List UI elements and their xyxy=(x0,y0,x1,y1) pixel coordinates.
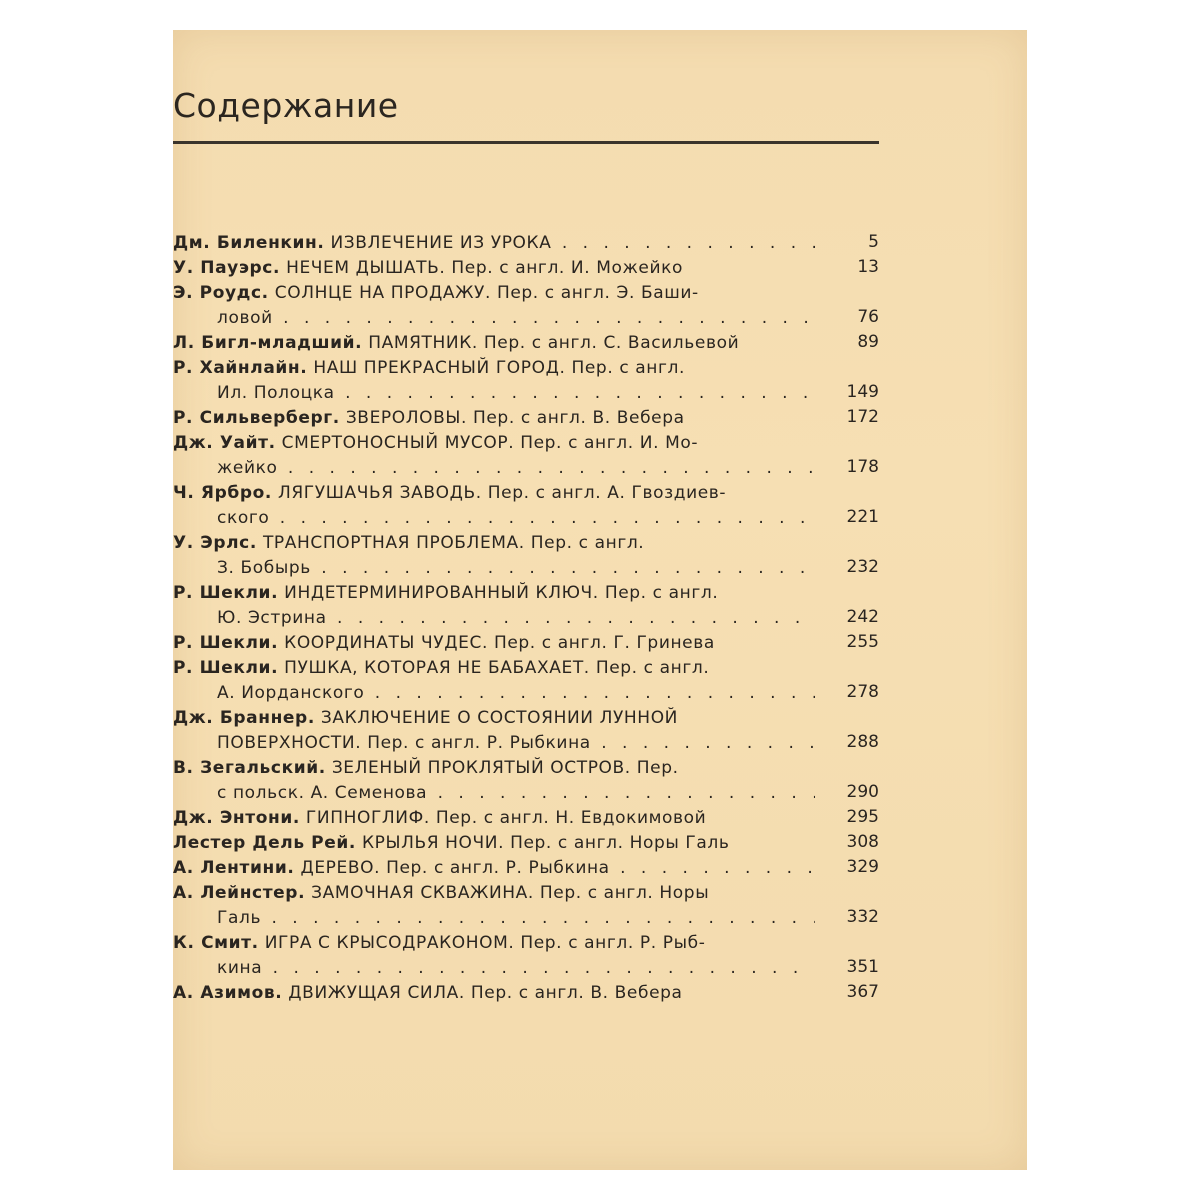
toc-title-text: ТРАНСПОРТНАЯ ПРОБЛЕМА. Пер. с англ. xyxy=(262,533,645,553)
toc-author: К. Смит. xyxy=(173,933,259,953)
toc-entry xyxy=(173,631,879,656)
table-of-contents xyxy=(173,231,879,1006)
toc-entry-line xyxy=(173,581,815,606)
toc-entry-line xyxy=(173,281,815,306)
toc-entry xyxy=(173,856,879,881)
toc-title-text: кина xyxy=(217,958,263,978)
toc-entry-line xyxy=(173,956,815,981)
toc-title-text: с польск. А. Семенова xyxy=(217,783,428,803)
toc-entry xyxy=(173,706,879,756)
toc-title-text: ПУШКА, КОТОРАЯ НЕ БАБАХАЕТ. Пер. с англ. xyxy=(284,658,710,678)
toc-entry-line xyxy=(173,556,815,581)
toc-entry xyxy=(173,356,879,406)
toc-author: У. Эрлс. xyxy=(173,533,257,553)
toc-page-number: 178 xyxy=(846,457,879,477)
toc-entry-line xyxy=(173,356,815,381)
toc-entry xyxy=(173,831,879,856)
toc-entry xyxy=(173,406,879,431)
toc-entry-line xyxy=(173,706,815,731)
toc-title-text: КРЫЛЬЯ НОЧИ. Пер. с англ. Норы Галь xyxy=(361,833,730,853)
toc-entry-line xyxy=(173,681,815,706)
toc-page-number: 89 xyxy=(857,332,879,352)
toc-title-text: НАШ ПРЕКРАСНЫЙ ГОРОД. Пер. с англ. xyxy=(313,358,686,378)
toc-entry-line xyxy=(173,831,815,856)
toc-title-text: ДЕРЕВО. Пер. с англ. Р. Рыбкина xyxy=(300,858,610,878)
toc-author: А. Азимов. xyxy=(173,983,283,1003)
toc-title-text: Галь xyxy=(217,908,262,928)
toc-entry-line xyxy=(173,806,815,831)
toc-entry-line xyxy=(173,431,815,456)
toc-author: Дж. Браннер. xyxy=(173,708,315,728)
toc-author: Р. Хайнлайн. xyxy=(173,358,308,378)
toc-page-number: 332 xyxy=(846,907,879,927)
toc-author: А. Лейнстер. xyxy=(173,883,306,903)
toc-title-text: Ил. Полоцка xyxy=(217,383,335,403)
toc-entry-line xyxy=(173,631,815,656)
toc-page-number: 288 xyxy=(846,732,879,752)
toc-entry xyxy=(173,931,879,981)
toc-entry-line xyxy=(173,981,815,1006)
toc-author: Р. Шекли. xyxy=(173,583,279,603)
toc-title-text: ЗЕЛЕНЫЙ ПРОКЛЯТЫЙ ОСТРОВ. Пер. xyxy=(331,758,679,778)
library-stamp xyxy=(745,34,820,109)
toc-entry-line xyxy=(173,756,815,781)
page-title: Содержание xyxy=(173,86,399,125)
toc-title-text: З. Бобырь xyxy=(217,558,311,578)
toc-author: У. Пауэрс. xyxy=(173,258,281,278)
toc-title-text: СМЕРТОНОСНЫЙ МУСОР. Пер. с англ. И. Мо- xyxy=(281,433,699,453)
toc-title-text: ЗАМОЧНАЯ СКВАЖИНА. Пер. с англ. Норы xyxy=(311,883,710,903)
toc-author: В. Зегальский. xyxy=(173,758,326,778)
toc-author: Э. Роудс. xyxy=(173,283,269,303)
title-divider xyxy=(173,141,879,144)
toc-title-text: ИНДЕТЕРМИНИРОВАННЫЙ КЛЮЧ. Пер. с англ. xyxy=(284,583,719,603)
toc-author: Ч. Ярбро. xyxy=(173,483,272,503)
toc-entry-line xyxy=(173,881,815,906)
toc-entry-line xyxy=(173,906,815,931)
toc-entry-line xyxy=(173,381,815,406)
toc-entry xyxy=(173,256,879,281)
toc-entry xyxy=(173,281,879,331)
toc-title-text: ПОВЕРХНОСТИ. Пер. с англ. Р. Рыбкина xyxy=(217,733,591,753)
toc-page-number: 278 xyxy=(846,682,879,702)
toc-page-number: 5 xyxy=(868,232,879,252)
toc-entry-line xyxy=(173,231,815,256)
toc-page-number: 242 xyxy=(846,607,879,627)
toc-title-text: КООРДИНАТЫ ЧУДЕС. Пер. с англ. Г. Гринева xyxy=(284,633,715,653)
toc-page-number: 232 xyxy=(846,557,879,577)
toc-page-number: 367 xyxy=(846,982,879,1002)
toc-page-number: 295 xyxy=(846,807,879,827)
toc-entry-line xyxy=(173,506,815,531)
toc-title-text: ГИПНОГЛИФ. Пер. с англ. Н. Евдокимовой xyxy=(305,808,707,828)
toc-entry-line xyxy=(173,731,815,756)
toc-title-text: ского xyxy=(217,508,270,528)
toc-entry xyxy=(173,231,879,256)
toc-entry-line xyxy=(173,531,815,556)
toc-entry xyxy=(173,481,879,531)
toc-entry-line xyxy=(173,606,815,631)
toc-title-text: Ю. Эстрина xyxy=(217,608,327,628)
toc-page-number: 351 xyxy=(846,957,879,977)
toc-entry-line xyxy=(173,656,815,681)
toc-title-text: ловой xyxy=(217,308,273,328)
book-page xyxy=(173,30,1027,1170)
toc-title-text: жейко xyxy=(217,458,278,478)
toc-entry xyxy=(173,806,879,831)
toc-entry xyxy=(173,981,879,1006)
toc-entry-line xyxy=(173,256,815,281)
toc-entry xyxy=(173,331,879,356)
toc-page-number: 255 xyxy=(846,632,879,652)
toc-title-text: ЗАКЛЮЧЕНИЕ О СОСТОЯНИИ ЛУННОЙ xyxy=(320,708,678,728)
toc-page-number: 149 xyxy=(846,382,879,402)
toc-entry-line xyxy=(173,331,815,356)
toc-entry xyxy=(173,431,879,481)
toc-title-text: ЗВЕРОЛОВЫ. Пер. с англ. В. Вебера xyxy=(345,408,685,428)
toc-entry-line xyxy=(173,781,815,806)
toc-author: А. Лентини. xyxy=(173,858,295,878)
toc-title-text: А. Иорданского xyxy=(217,683,365,703)
toc-author: Дж. Уайт. xyxy=(173,433,276,453)
toc-author: Р. Шекли. xyxy=(173,658,279,678)
toc-title-text: ИГРА С КРЫСОДРАКОНОМ. Пер. с англ. Р. Рыб- xyxy=(264,933,706,953)
toc-author: Лестер Дель Рей. xyxy=(173,833,356,853)
toc-author: Дж. Энтони. xyxy=(173,808,300,828)
toc-entry xyxy=(173,531,879,581)
toc-entry-line xyxy=(173,406,815,431)
toc-entry xyxy=(173,656,879,706)
toc-entry xyxy=(173,581,879,631)
toc-title-text: ПАМЯТНИК. Пер. с англ. С. Васильевой xyxy=(368,333,740,353)
toc-page-number: 172 xyxy=(846,407,879,427)
toc-page-number: 308 xyxy=(846,832,879,852)
toc-page-number: 76 xyxy=(857,307,879,327)
toc-author: Л. Бигл-младший. xyxy=(173,333,363,353)
toc-author: Р. Шекли. xyxy=(173,633,279,653)
toc-entry xyxy=(173,881,879,931)
toc-entry-line xyxy=(173,931,815,956)
toc-page-number: 13 xyxy=(857,257,879,277)
toc-title-text: НЕЧЕМ ДЫШАТЬ. Пер. с англ. И. Можейко xyxy=(286,258,684,278)
toc-entry-line xyxy=(173,481,815,506)
toc-page-number: 329 xyxy=(846,857,879,877)
toc-author: Дм. Биленкин. xyxy=(173,233,325,253)
toc-author: Р. Сильверберг. xyxy=(173,408,340,428)
toc-title-text: СОЛНЦЕ НА ПРОДАЖУ. Пер. с англ. Э. Баши- xyxy=(274,283,699,303)
toc-title-text: ДВИЖУЩАЯ СИЛА. Пер. с англ. В. Вебера xyxy=(288,983,683,1003)
toc-entry-line xyxy=(173,306,815,331)
toc-title-text: ИЗВЛЕЧЕНИЕ ИЗ УРОКА xyxy=(330,233,552,253)
toc-title-text: ЛЯГУШАЧЬЯ ЗАВОДЬ. Пер. с англ. А. Гвоздиев- xyxy=(277,483,727,503)
toc-entry xyxy=(173,756,879,806)
toc-page-number: 290 xyxy=(846,782,879,802)
toc-entry-line xyxy=(173,456,815,481)
toc-page-number: 221 xyxy=(846,507,879,527)
toc-entry-line xyxy=(173,856,815,881)
